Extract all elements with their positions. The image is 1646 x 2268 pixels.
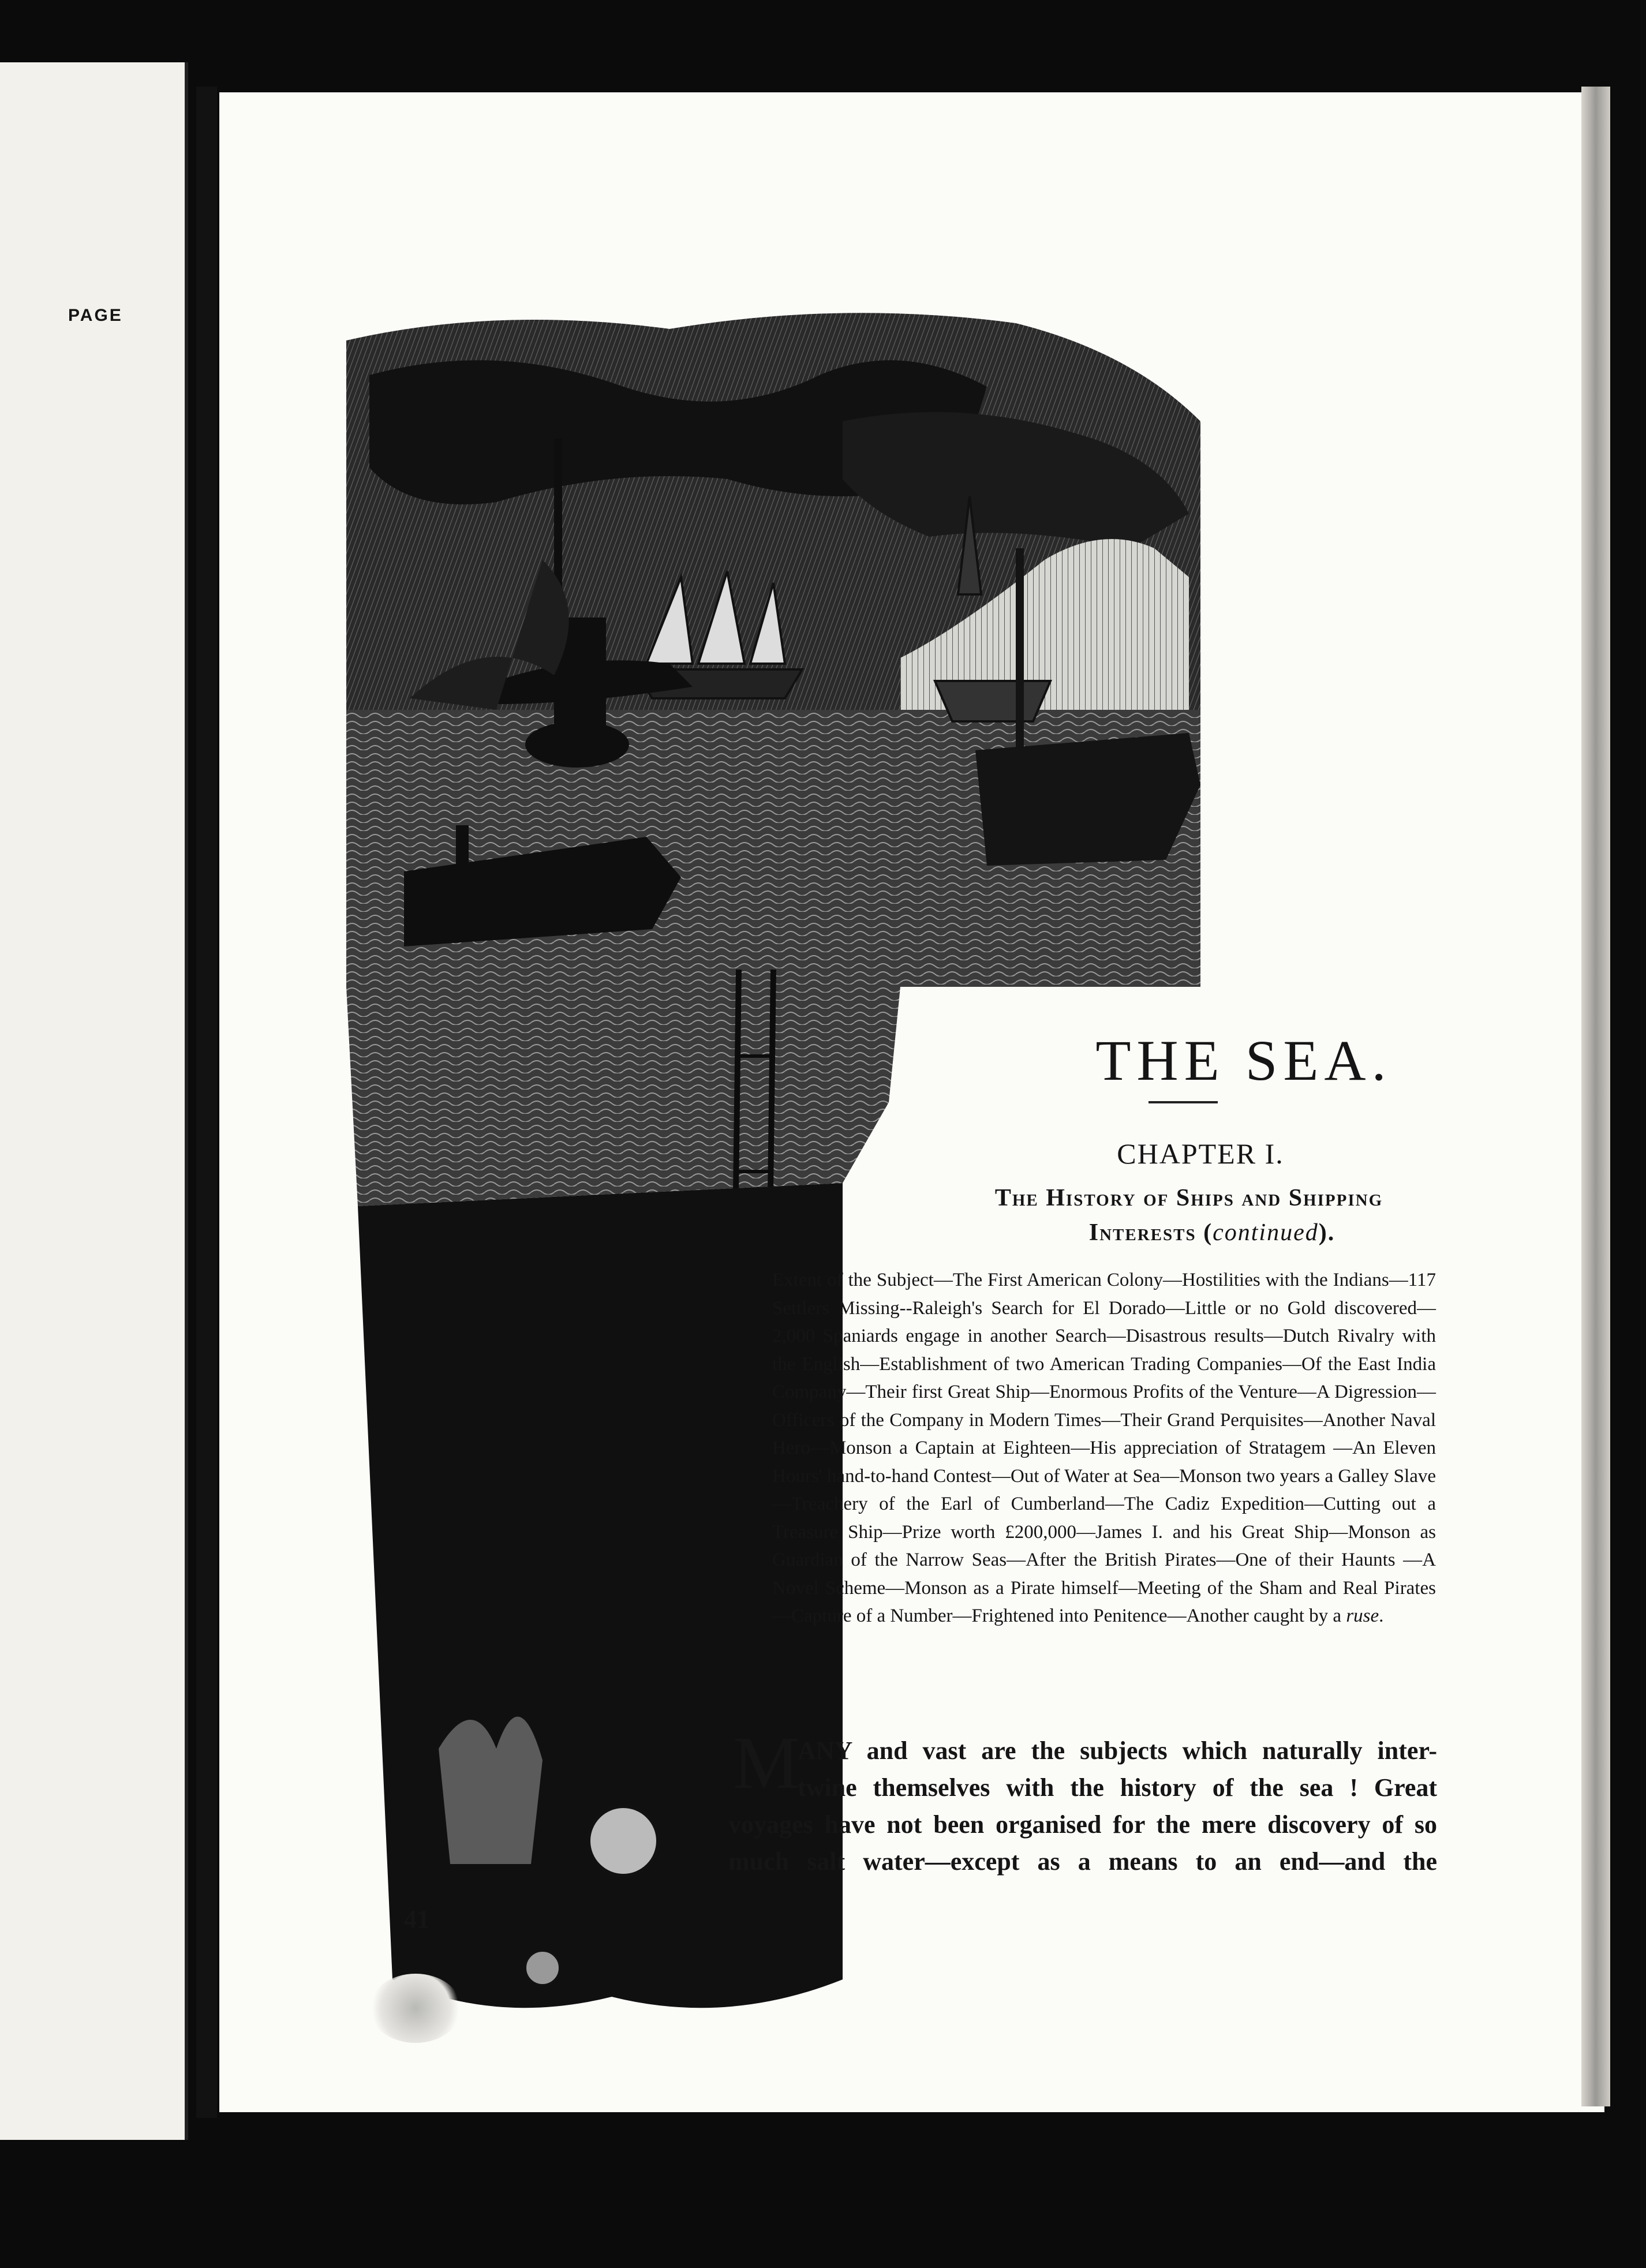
body-text-intro: ANY and vast are the subjects which naturally inter- twine themselves with the history of the sea ! Great xyxy=(798,1736,1437,1802)
shell xyxy=(525,1951,560,1985)
seabed xyxy=(358,1183,843,2008)
previous-page xyxy=(0,62,188,2140)
coral xyxy=(439,1717,543,1864)
drop-cap: M xyxy=(733,1721,800,1805)
body-text: voyages have not been organised for the mere discovery of so much salt water—except as a means to an end—and the xyxy=(728,1810,1437,1876)
page-number: 41 xyxy=(404,1905,429,1933)
chapter-subtitle-line2: Interests (continued). xyxy=(1088,1219,1335,1246)
toc-page-header: PAGE xyxy=(68,306,123,325)
sea-lower xyxy=(346,987,900,1206)
chapter-heading: CHAPTER I. xyxy=(1117,1137,1284,1170)
page-title: THE SEA. xyxy=(1095,1028,1392,1092)
page-edge xyxy=(1581,87,1610,2106)
paper-stain xyxy=(369,1974,462,2043)
chapter-subtitle-line1: The History of Ships and Shipping xyxy=(994,1185,1383,1211)
book-gutter xyxy=(196,87,217,2118)
chapter-synopsis: Extent of the Subject—The First American Colony—Hostilities with the Indians—117 Settlers Missing--Raleigh's Search for El Dorado—Little or no Gold discovered—2,000 Spaniards engage in another Search—Disastrous results—Dutch Rivalry with the English—Establishment of two American Trading Companies—Of the East India Company—Their first Great Ship—Enormous Profits of the Venture—A Digression—Officers of the Company in Modern Times—Their Grand Perquisites—Another Naval Hero—Monson a Captain at Eighteen—His appreciation of Stratagem —An Eleven Hours' hand-to-hand Contest—Out of Water at Sea—Monson two years a Galley Slave—Treachery of the Earl of Cumberland—The Cadiz Expedition—Cutting out a Treasure Ship—Prize worth £200,000—James I. and his Great Ship—Monson as Guardian of the Narrow Seas—After the British Pirates—One of their Haunts —A Novel Scheme—Monson as a Pirate himself—Meeting of the Sham and Real Pirates—Capture of a Number—Frightened into Penitence—Another caught by a ruse. xyxy=(772,1270,1436,1626)
shell xyxy=(589,1806,658,1876)
title-divider xyxy=(1149,1101,1218,1103)
